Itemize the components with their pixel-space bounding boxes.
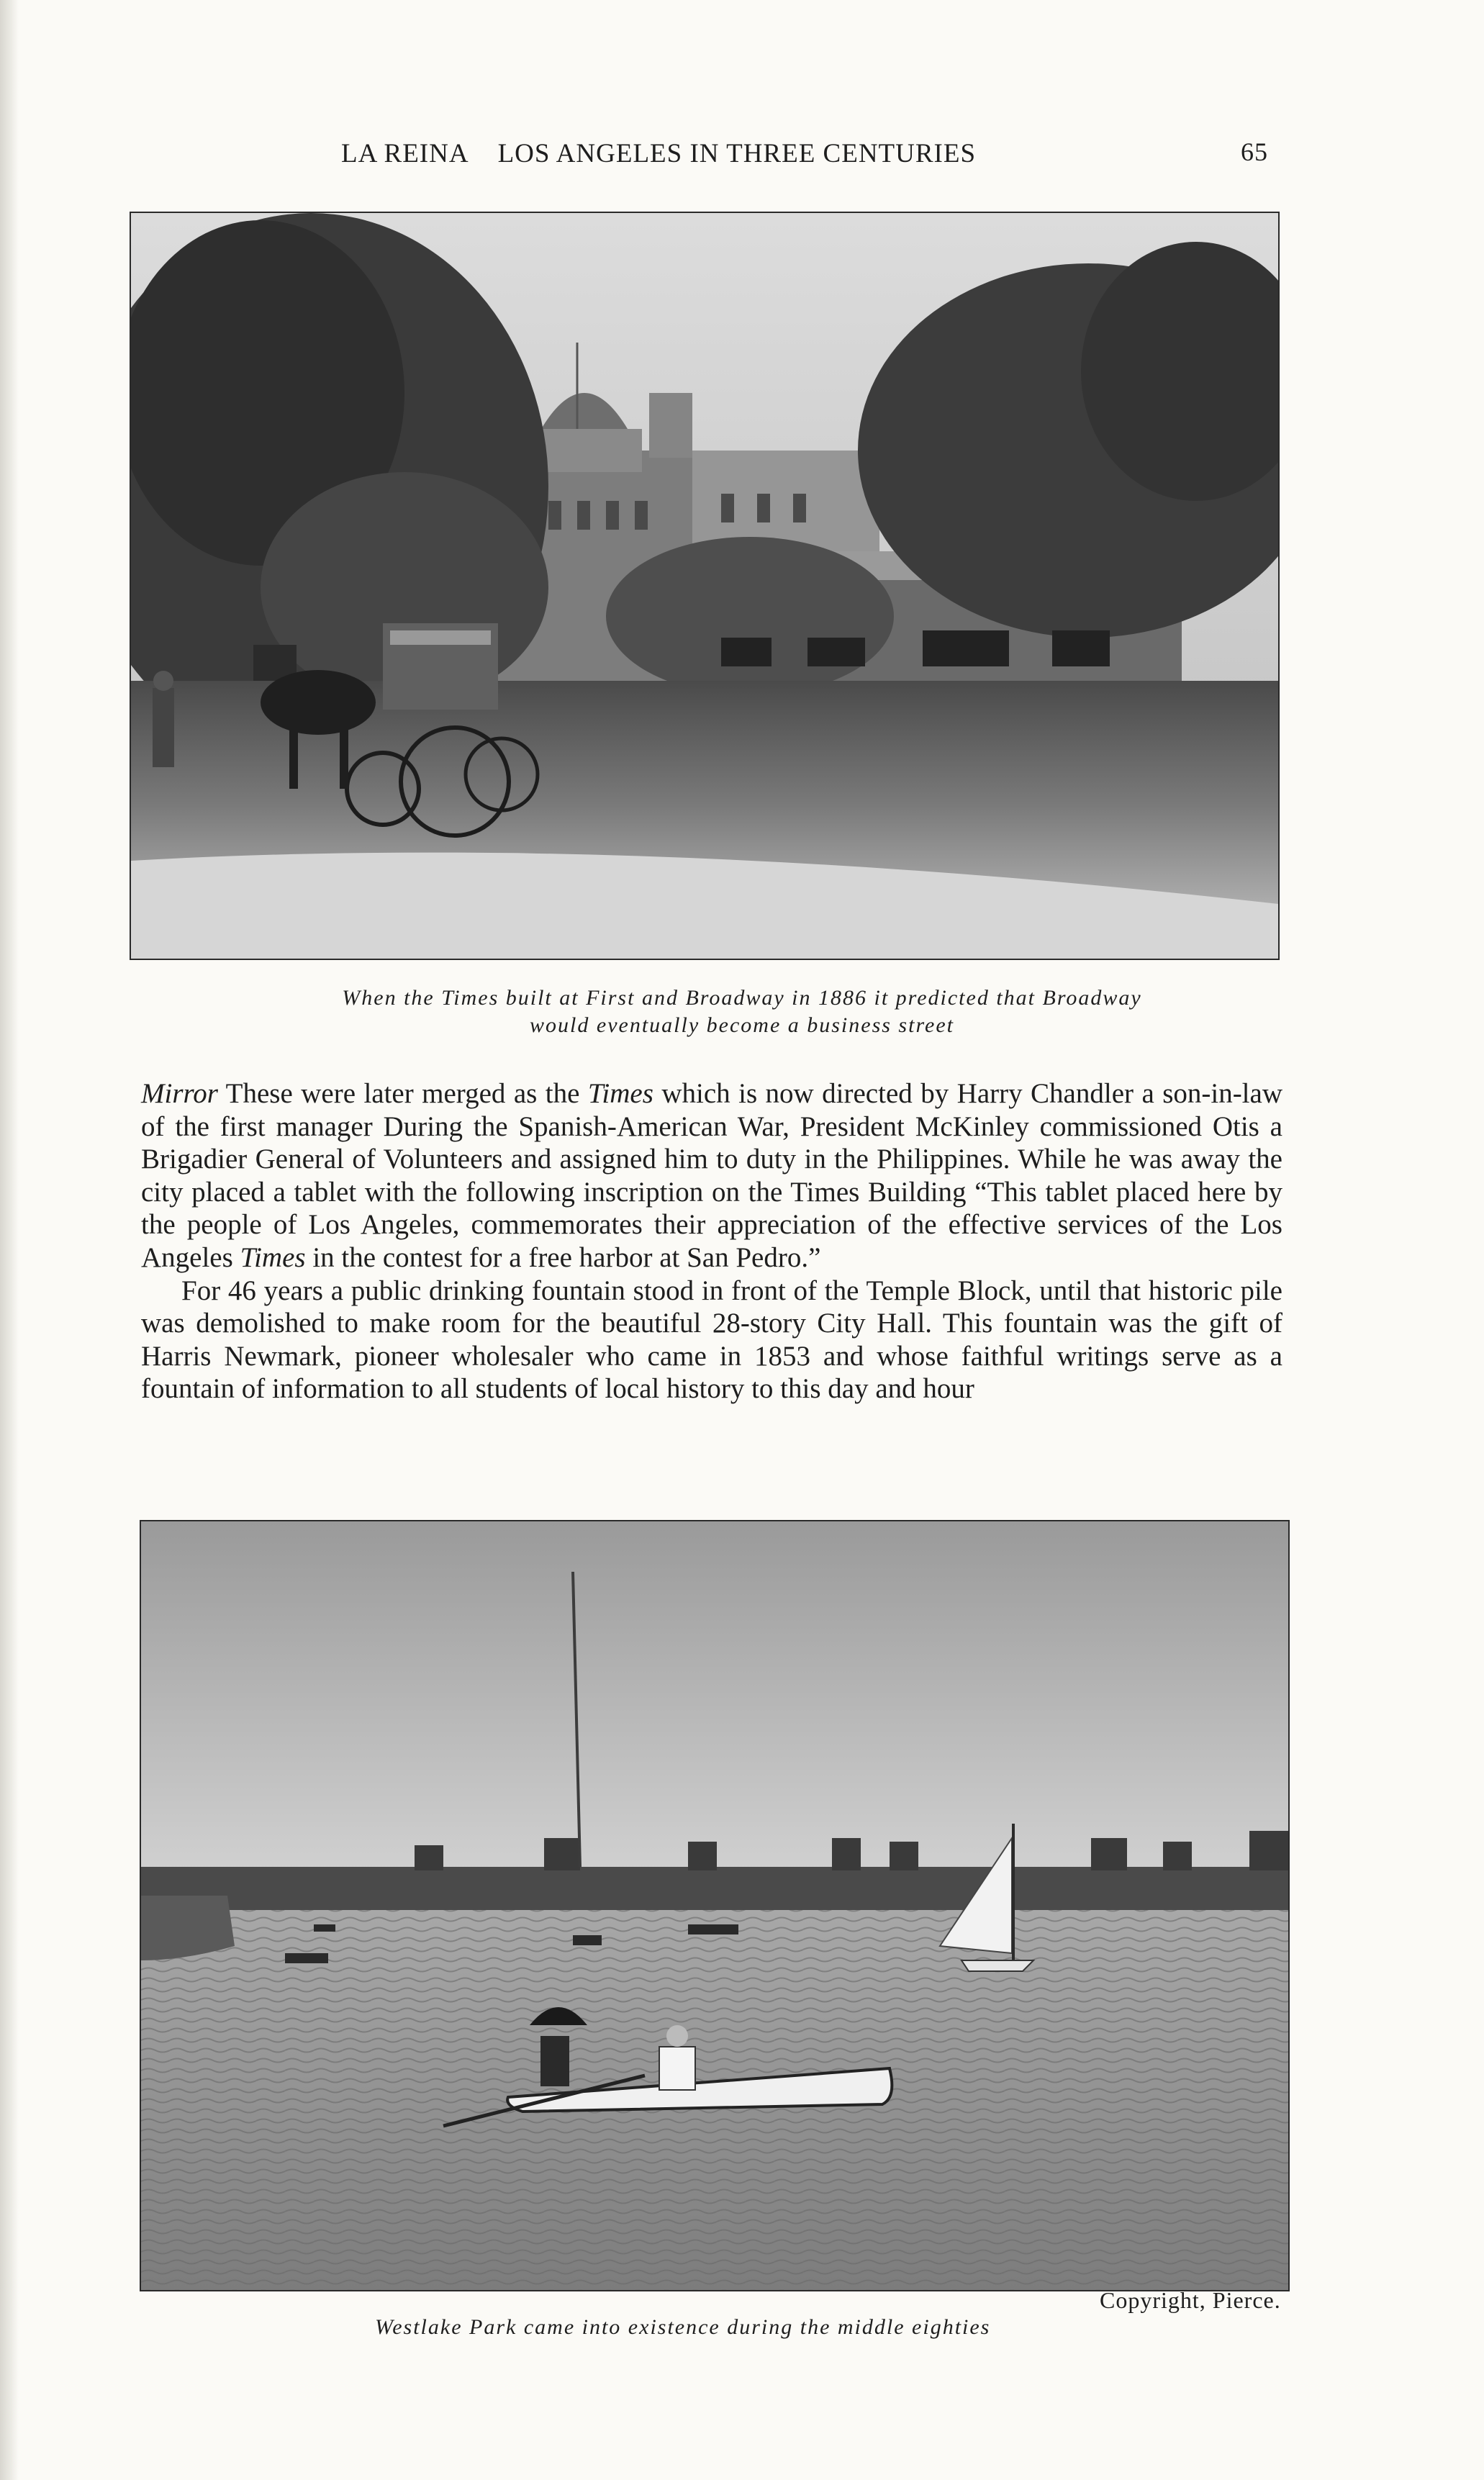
photo-credit: Copyright, Pierce. xyxy=(1100,2287,1281,2313)
westlake-park-photo-illustration xyxy=(141,1521,1288,2290)
paragraph-1-text-c: in the contest for a free harbor at San Pedro.” xyxy=(305,1241,821,1273)
section-name: LA REINA xyxy=(341,139,469,168)
caption-text: Westlake Park came into existence during the middle eighties xyxy=(375,2315,991,2339)
westlake-park-photo xyxy=(140,1520,1290,2291)
photo-caption-times xyxy=(0,985,1484,1039)
page-number: 65 xyxy=(1241,137,1268,166)
times-building-photo xyxy=(130,212,1280,960)
paragraph-1 xyxy=(141,1077,1282,1275)
paragraph-1-text-a: These were later merged as the xyxy=(217,1078,588,1109)
paragraph-1-text-b: which is now directed by Harry Chandler a son-in-law of the first manager During the Spanish-American War, President McKinley commissioned Otis a Brigadier General of Volunteers and assigned him to duty in the Philippines. While he was away the city placed a tablet with the following inscription on the Times Building “This tablet placed here by the people of Los Angeles, commemorates their appreciation of the effective services of the Los Angeles xyxy=(141,1078,1282,1273)
newspaper-name: Times xyxy=(240,1241,306,1273)
running-header xyxy=(0,134,1484,177)
paragraph-2: For 46 years a public drinking fountain stood in front of the Temple Block, until that historic pile was demolished to make room for the beautiful 28-story City Hall. This fountain was the gift of Harris Newmark, pioneer wholesaler who came in 1853 and whose faithful writings serve as a fountain of information to all students of local history to this day and hour xyxy=(141,1275,1282,1405)
caption-line-1: When the Times built at First and Broadway in 1886 it predicted that Broadway xyxy=(342,986,1142,1010)
caption-line-2: would eventually become a business street xyxy=(530,1013,954,1037)
running-title xyxy=(341,138,976,169)
article-body xyxy=(141,1077,1282,1406)
paragraph-lead-word: Mirror xyxy=(141,1078,218,1109)
times-building-photo-illustration xyxy=(131,213,1278,959)
newspaper-name: Times xyxy=(587,1078,653,1109)
book-title: LOS ANGELES IN THREE CENTURIES xyxy=(497,139,977,168)
page-edge-shadow xyxy=(0,0,19,2480)
